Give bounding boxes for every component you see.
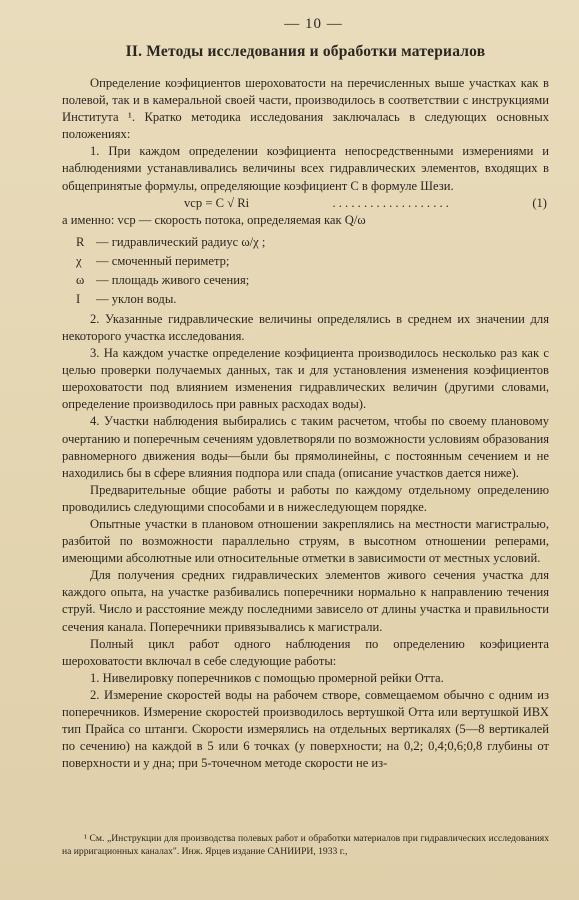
definition-text: — смоченный периметр; — [96, 253, 230, 268]
definition-symbol: ω — [76, 272, 85, 287]
definition-item — [76, 252, 549, 271]
definition-symbol: I — [76, 291, 81, 306]
paragraph: Для получения средних гидравлических элементов живого сечения участка для каждого опыта, на участке разбивались поперечники нормально к направлению течения струй. Число и расстояние между последними зависело от длины участка и правильности сечения канала. Поперечники привязывались к магистрали. — [62, 568, 549, 634]
formula-line — [62, 195, 549, 212]
paragraph: Опытные участки в плановом отношении закреплялись на местности магистралью, разбитой по возможности параллельно струям, в высотном отношении реперами, имеющими абсолютные или относительные отметки в зависимости от местных условий. — [62, 516, 549, 566]
paragraph: 4. Участки наблюдения выбирались с таким расчетом, чтобы по своему плановому очертанию и поперечным сечениям удовлетворяли по возможности условиям образования равномерного движения воды—были бы прямолинейны, с постоянным сечением и не находились бы в сфере влияния подпора или спада (описание участков дается ниже). — [62, 414, 549, 480]
paragraph: Определение коэфициентов шероховатости на перечисленных выше участках как в полевой, так и в камеральной своей части, производилось в соответствии с инструкциями Института ¹. Кратко методика исследования заключалась в следующих основных положениях: — [62, 76, 549, 142]
page-number: — 10 — — [284, 16, 343, 32]
definition-symbol: R — [76, 234, 85, 249]
formula-expression: vср = C √ Ri — [184, 195, 250, 210]
formula-dots: . . . . . . . . . . . . . . . . . . . — [332, 195, 449, 210]
formula-number: (1) — [532, 195, 547, 210]
paragraph: 1. Нивелировку поперечников с помощью промерной рейки Отта. — [90, 670, 444, 685]
definition-item — [76, 290, 549, 309]
paragraph: 3. На каждом участке определение коэфициента производилось несколько раз как с целью проверки получаемых данных, так и для установления изменения коэфициентов шероховатости под влиянием изменения гидравлических величин (другими словами, определение производилось при равных расходах воды). — [62, 346, 549, 412]
paragraph: 2. Измерение скоростей воды на рабочем створе, совмещаемом обычно с одним из поперечников. Измерение скоростей производилось вертушкой Отта или вертушкой ИВХ тип Прайса со штанги. Скорости измерялись на отдельных вертикалях (5—8 вертикалей по сечению) на каждой в 5 или 6 точках (у поверхности; на 0,2; 0,4;0,6;0,8 глубины от поверхности и у дна; при 5-точечном методе скорости не из- — [62, 687, 549, 771]
paragraph: 2. Указанные гидравлические величины определялись в среднем их значении для некоторого участка исследования. — [62, 311, 549, 343]
paragraph: 1. При каждом определении коэфициента непосредственными измерениями и наблюдениями устанавливались величины всех гидравлических элементов, входящих в общепринятые формулы, определяющие коэфициент C в формуле Шези. — [62, 144, 549, 193]
definition-item — [76, 271, 549, 290]
formula-explanation: а именно: vср — скорость потока, определяемая как Q/ω — [62, 212, 366, 227]
definition-item — [76, 233, 549, 252]
definition-text: — гидравлический радиус ω/χ ; — [96, 234, 266, 249]
definition-text: — уклон воды. — [96, 291, 177, 306]
paragraph: Полный цикл работ одного наблюдения по определению коэфициента шероховатости включал в себе следующие работы: — [62, 636, 549, 668]
paragraph: Предварительные общие работы и работы по каждому отдельному определению проводились следующими способами и в нижеследующем порядке. — [62, 482, 549, 514]
footnotes — [62, 832, 549, 858]
section-heading: II. Методы исследования и обработки материалов — [125, 43, 486, 60]
definition-list — [76, 233, 549, 309]
footnote: ¹ См. „Инструкции для производства полевых работ и обработки материалов при гидравлических исследованиях на ирригационных каналах". Инж. Ярцев издание САНИИРИ, 1933 г., — [62, 833, 549, 857]
definition-symbol: χ — [76, 253, 82, 268]
definition-text: — площадь живого сечения; — [96, 272, 250, 287]
